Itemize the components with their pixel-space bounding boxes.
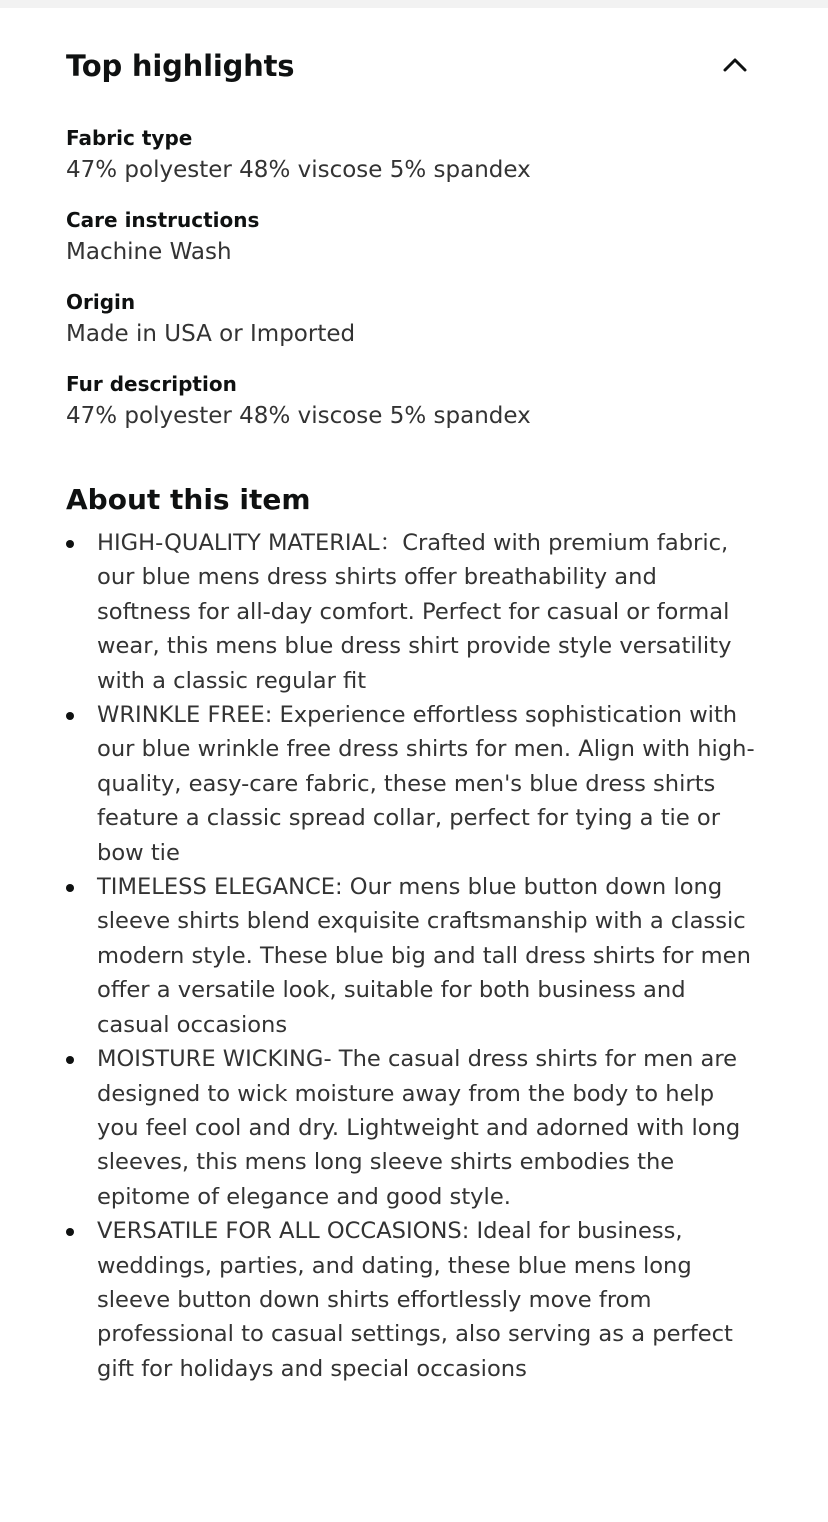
bullet-text: TIMELESS ELEGANCE: Our mens blue button down long sleeve shirts blend exquisite craftsmanship with a classic modern style. These blue big and tall dress shirts for men offer a versatile look, suitable for both business and casual occasions [97,874,751,1038]
highlight-fur-description [66,370,766,452]
bullet-text: VERSATILE FOR ALL OCCASIONS: Ideal for business, weddings, parties, and dating, these blue mens long sleeve button down shirts effortlessly move from professional to casual settings, also serving as a perfect gift for holidays and special occasions [97,1218,733,1382]
bullet-icon [66,712,74,720]
list-item [66,698,757,870]
bullet-text: HIGH-QUALITY MATERIAL：Crafted with premium fabric, our blue mens dress shirts offer breathability and softness for all-day comfort. Perfect for casual or formal wear, this mens blue dress shirt provide style versatility with a classic regular fit [97,530,732,694]
list-item [66,1214,757,1386]
bullet-text: MOISTURE WICKING- The casual dress shirts for men are designed to wick moisture away from the body to help you feel cool and dry. Lightweight and adorned with long sleeves, this mens long sleeve shirts embodies the epitome of elegance and good style. [97,1046,741,1210]
highlight-value: Machine Wash [66,239,232,265]
list-item [66,1042,757,1214]
bullet-text: WRINKLE FREE: Experience effortless sophistication with our blue wrinkle free dress shirts for men. Align with high-quality, easy-care fabric, these men's blue dress shirts feature a classic spread collar, perfect for tying a tie or bow tie [97,702,755,866]
top-highlights-header[interactable] [66,44,756,88]
about-this-item-section [66,478,766,1382]
list-item [66,526,757,698]
highlight-value: Made in USA or Imported [66,321,356,347]
bullet-icon [66,1056,74,1064]
top-highlights-title: Top highlights [66,49,295,83]
highlight-origin [66,288,766,370]
chevron-up-icon [722,57,748,73]
about-bullet-list [66,526,766,1386]
highlight-value: 47% polyester 48% viscose 5% spandex [66,157,531,183]
top-highlights-list [66,124,766,452]
highlight-fabric-type [66,124,766,206]
top-divider [0,0,828,8]
about-this-item-title: About this item [66,483,311,516]
highlight-label: Fabric type [66,126,193,150]
highlight-value: 47% polyester 48% viscose 5% spandex [66,403,531,429]
collapse-button[interactable] [718,48,752,82]
highlight-label: Care instructions [66,208,260,232]
bullet-icon [66,540,74,548]
highlight-care-instructions [66,206,766,288]
highlight-label: Origin [66,290,136,314]
list-item [66,870,757,1042]
highlight-label: Fur description [66,372,237,396]
bullet-icon [66,1228,74,1236]
bullet-icon [66,884,74,892]
